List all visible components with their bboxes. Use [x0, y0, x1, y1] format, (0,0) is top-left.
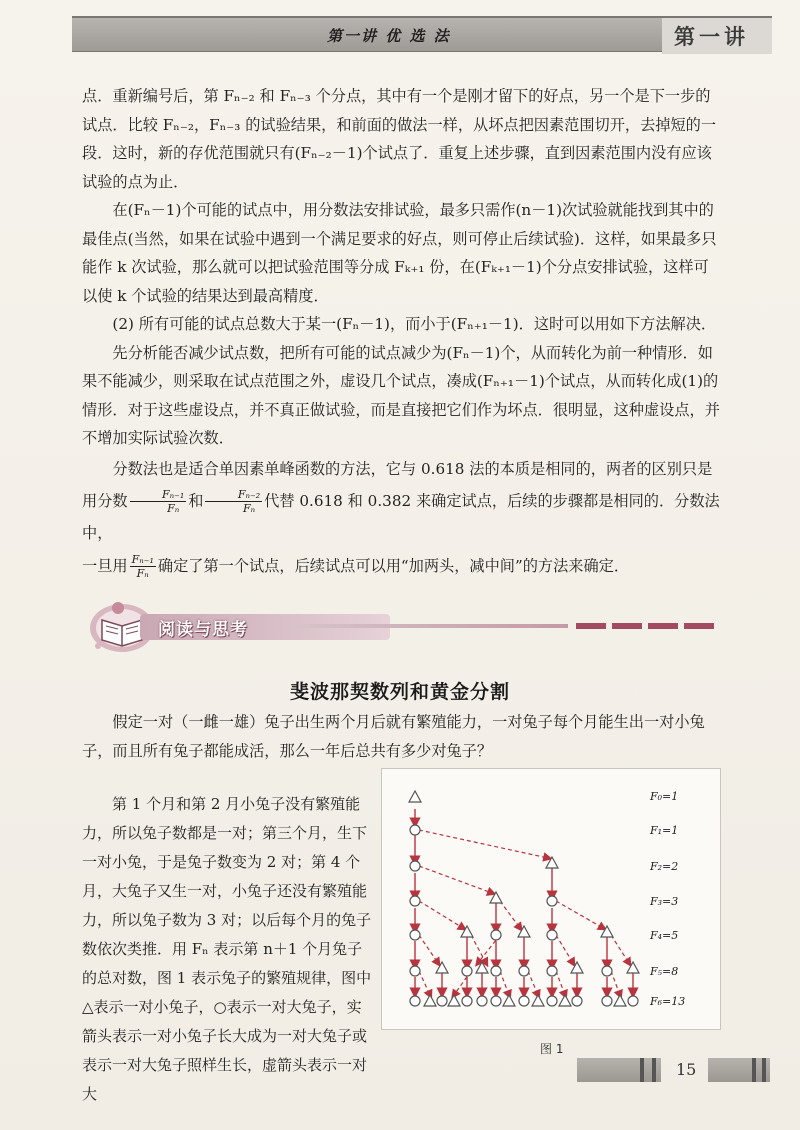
banner-dash — [576, 623, 606, 629]
label-f5: F₅=8 — [650, 965, 679, 978]
paragraph-4: 先分析能否减少试点数，把所有可能的试点减少为(Fₙ－1)个，从而转化为前一种情形．如果不能减少，则采取在试点范围之外，虚设几个试点，凑成(Fₙ₊₁－1)个试点，从而转化成(1)的情形．对于这些虚设点，并不真正做试验，而是直接把它们作为坏点．很明显，这种虚设点，并不增加实际试验次数． — [82, 343, 720, 447]
fraction-denominator: Fₙ — [242, 502, 256, 515]
fraction-numerator: Fₙ₋₂ — [205, 488, 262, 502]
footer-bar-right — [708, 1058, 770, 1082]
fraction-fn1-fn — [130, 488, 187, 515]
header-title: 第一讲 优 选 法 — [327, 27, 451, 45]
banner-divider — [293, 624, 568, 628]
banner-dash — [648, 623, 678, 629]
page-number: 15 — [676, 1060, 697, 1079]
footer-bar-left — [577, 1058, 661, 1082]
paragraph-6-text-a: 一旦用 — [82, 556, 128, 575]
fraction-denominator: Fₙ — [167, 502, 180, 515]
footer-tick — [652, 1058, 656, 1082]
paragraph-6-text-b: 确定了第一个试点，后续试点可以用“加两头，减中间”的方法来确定． — [157, 556, 630, 575]
fraction-denominator: Fₙ — [136, 567, 149, 580]
footer-tick — [762, 1058, 766, 1082]
figure-1 — [381, 768, 721, 1030]
fraction-fn1-fn-second — [130, 553, 156, 580]
fibonacci-labels — [649, 790, 685, 1008]
label-f2: F₂=2 — [650, 860, 679, 873]
running-header — [72, 16, 772, 52]
fraction-fn2-fn — [205, 488, 262, 515]
paragraph-1: 点．重新编号后，第 Fₙ₋₂ 和 Fₙ₋₃ 个分点，其中有一个是刚才留下的好点，另一个是下一步的试点．比较 Fₙ₋₂，Fₙ₋₃ 的试验结果，和前面的做法一样，从坏点把因素范围切开，去掉短的一段．这时，新的存优范围就只有(Fₙ₋₂－1)个试点了．重复上述步骤，直到因素范围内没有应该试验的点为止． — [82, 87, 717, 191]
paragraph-3: (2) 所有可能的试点总数大于某一(Fₙ－1)，而小于(Fₙ₊₁－1)．这时可以用如下方法解决． — [112, 315, 717, 333]
label-f1: F₁=1 — [650, 824, 679, 837]
paragraph-5 — [82, 453, 722, 549]
label-f3: F₃=3 — [650, 895, 679, 908]
body-text-block — [82, 82, 722, 583]
lecture-badge: 第一讲 — [662, 18, 772, 54]
section-title: 斐波那契数列和黄金分割 — [289, 681, 510, 703]
reading-left-text: 第 1 个月和第 2 月小兔子没有繁殖能力，所以兔子数都是一对；第三个月，生下一对小兔，于是兔子数变为 2 对；第 4 个月，大兔子又生一对，小兔子还没有繁殖能力，所以兔子数为 3 对；以后每个月的兔子数依次类推．用 Fₙ 表示第 n＋1 个月兔子的总对数，图 1 表示兔子的繁殖规律，图中△表示一对小兔子，○表示一对大兔子，实箭头表示一对小兔子长大成为一对大兔子或表示一对大兔子照样生长，虚箭头表示一对大 — [82, 795, 372, 1103]
fraction-numerator: Fₙ₋₁ — [130, 488, 187, 502]
label-f6: F₆=13 — [650, 995, 686, 1008]
label-f4: F₄=5 — [650, 929, 679, 942]
figure-caption: 图 1 — [540, 1042, 564, 1056]
banner-label: 阅读与思考 — [158, 620, 248, 640]
banner-dash — [612, 623, 642, 629]
paragraph-6 — [82, 549, 722, 583]
reading-left-column — [82, 790, 372, 1109]
footer-tick — [752, 1058, 756, 1082]
reading-intro-block — [82, 708, 722, 766]
rabbit-tree-diagram — [382, 769, 722, 1031]
label-f0: F₀=1 — [650, 790, 679, 803]
reading-intro: 假定一对（一雌一雄）兔子出生两个月后就有繁殖能力，一对兔子每个月能生出一对小兔子，而且所有兔子都能成活，那么一年后总共有多少对兔子？ — [82, 713, 705, 760]
paragraph-5-text-b: 代替 0.618 和 0.382 来确定试点，后续的步骤都是相同的．分数法中， — [82, 491, 720, 542]
reading-banner — [88, 596, 728, 666]
paragraph-5-text-a: 分数法也是适合单因素单峰函数的方法，它与 0.618 法的本质是相同的，两者的区别只是用分数 — [82, 459, 713, 510]
footer-tick — [640, 1058, 644, 1082]
fraction-numerator: Fₙ₋₁ — [131, 553, 154, 566]
banner-dash — [684, 623, 714, 629]
paragraph-5-and: 和 — [188, 491, 204, 510]
paragraph-2: 在(Fₙ－1)个可能的试点中，用分数法安排试验，最多只需作(n－1)次试验就能找到其中的最佳点(当然，如果在试验中遇到一个满足要求的好点，则可停止后续试验)．这样，如果最多只能作 k 次试验，那么就可以把试验范围等分成 Fₖ₊₁ 份，在(Fₖ₊₁－1)个分点安排试验，这样可以使 k 个试验的结果达到最高精度． — [82, 201, 717, 305]
